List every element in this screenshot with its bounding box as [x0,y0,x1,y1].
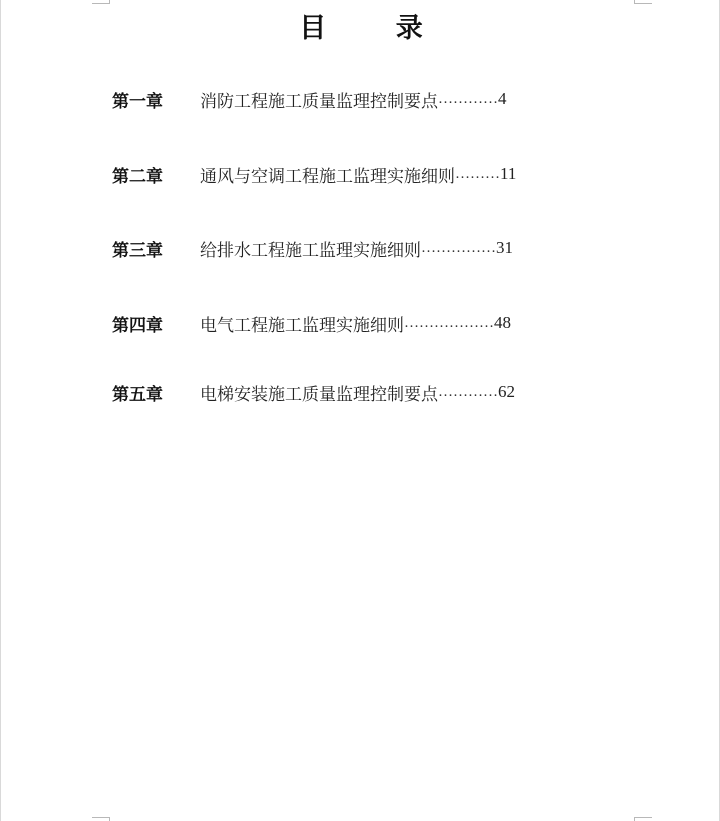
toc-page-number: 31 [496,238,513,257]
crop-mark [634,3,652,4]
toc-entry-title: 消防工程施工质量监理控制要点 [200,91,438,112]
toc-entry-title: 电气工程施工监理实施细则 [200,315,404,336]
toc-entry-title: 电梯安装施工质量监理控制要点 [200,384,438,405]
crop-mark [634,817,652,818]
toc-page-number: 11 [500,164,517,183]
toc-chapter-label: 第二章 [112,166,163,187]
crop-mark [109,0,110,4]
crop-mark [92,817,110,818]
toc-entry[interactable] [112,236,513,260]
toc-leader-dots: ………… [438,383,498,400]
crop-mark [109,817,110,821]
toc-leader-dots: ………… [438,90,498,107]
toc-entry[interactable] [112,162,516,186]
toc-entry[interactable] [112,380,515,404]
toc-chapter-label: 第一章 [112,91,163,112]
toc-page-number: 4 [498,89,507,108]
crop-mark [634,817,635,821]
toc-chapter-label: 第四章 [112,315,163,336]
toc-entry[interactable] [112,311,511,335]
toc-page-number: 48 [494,313,511,332]
toc-leader-dots: ……… [455,165,500,182]
toc-chapter-label: 第五章 [112,384,163,405]
page-title: 目 录 [299,13,453,44]
crop-mark [634,0,635,4]
toc-entry-title: 通风与空调工程施工监理实施细则 [200,166,455,187]
toc-leader-dots: …………… [421,239,496,256]
toc-leader-dots: ……………… [404,314,494,331]
toc-entry-title: 给排水工程施工监理实施细则 [200,240,421,261]
toc-chapter-label: 第三章 [112,240,163,261]
toc-page-number: 62 [498,382,515,401]
toc-entry[interactable] [112,87,507,111]
crop-mark [92,3,110,4]
